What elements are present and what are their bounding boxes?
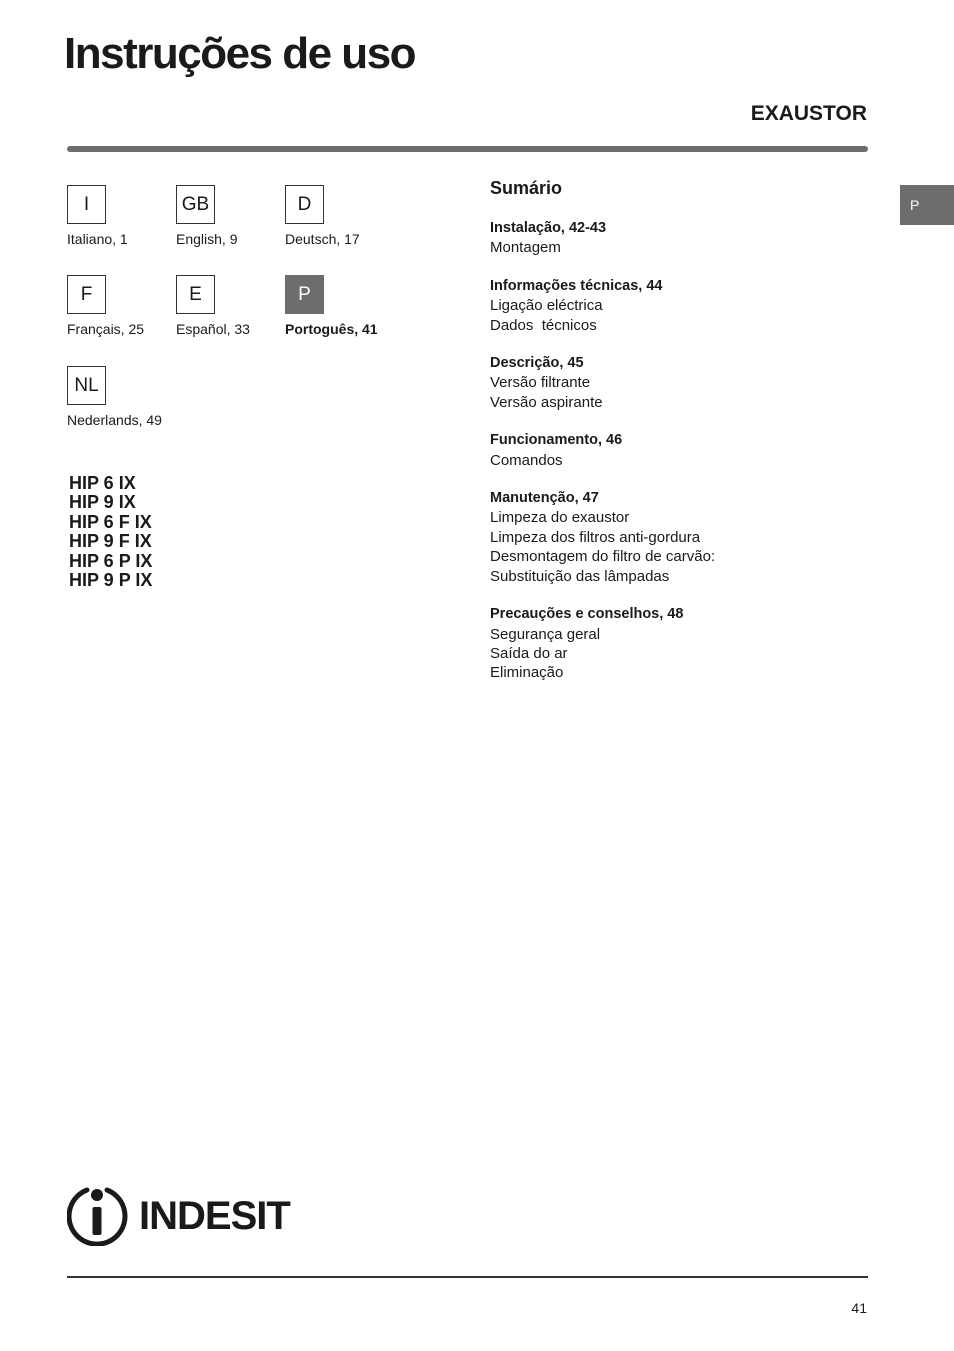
language-german[interactable] bbox=[285, 185, 405, 247]
toc-section-maintenance bbox=[490, 489, 880, 586]
toc-item: Ligação eléctrica bbox=[490, 297, 603, 315]
model-name: HIP 9 IX bbox=[69, 492, 136, 513]
page-title: Instruções de uso bbox=[64, 29, 416, 78]
header-divider bbox=[67, 146, 868, 152]
language-spanish[interactable] bbox=[176, 275, 296, 337]
toc-item: Comandos bbox=[490, 451, 563, 469]
brand-wordmark: INDESIT bbox=[139, 1194, 290, 1238]
toc-item: Versão filtrante bbox=[490, 374, 591, 392]
toc-section-title[interactable]: Funcionamento, 46 bbox=[490, 432, 623, 449]
toc-section-installation bbox=[490, 219, 880, 258]
toc-item: Dados técnicos bbox=[490, 316, 597, 334]
language-label: Nederlands, 49 bbox=[67, 412, 162, 428]
toc-item: Substituição das lâmpadas bbox=[490, 567, 670, 585]
toc-item: Segurança geral bbox=[490, 625, 601, 643]
language-code-box[interactable]: I bbox=[67, 185, 106, 224]
toc-heading: Sumário bbox=[490, 178, 563, 198]
product-type-heading: EXAUSTOR bbox=[750, 102, 867, 125]
language-english[interactable] bbox=[176, 185, 296, 247]
language-code-box[interactable]: NL bbox=[67, 366, 106, 405]
brand-logo-graphic bbox=[67, 1182, 299, 1246]
language-label: English, 9 bbox=[176, 231, 238, 247]
model-name: HIP 9 F IX bbox=[69, 531, 152, 552]
language-portuguese[interactable] bbox=[285, 275, 405, 337]
model-name: HIP 6 IX bbox=[69, 473, 136, 493]
toc-item: Limpeza do exaustor bbox=[490, 509, 630, 527]
language-label: Español, 33 bbox=[176, 321, 250, 337]
toc-section-title[interactable]: Instalação, 42-43 bbox=[490, 220, 607, 236]
language-label: Deutsch, 17 bbox=[285, 231, 360, 247]
model-name: HIP 9 P IX bbox=[69, 570, 153, 591]
toc-item: Desmontagem do filtro de carvão: bbox=[490, 548, 716, 566]
toc-section-title[interactable]: Descrição, 45 bbox=[490, 355, 584, 372]
indesit-logo bbox=[67, 1182, 299, 1246]
toc-section-operation bbox=[490, 431, 880, 470]
language-code-box[interactable]: GB bbox=[176, 185, 215, 224]
toc-section-technical-info bbox=[490, 277, 880, 335]
toc-section-precautions bbox=[490, 605, 880, 683]
toc-item: Limpeza dos filtros anti-gordura bbox=[490, 528, 701, 546]
language-label-selected: Portoguês, 41 bbox=[285, 321, 378, 337]
toc-section-title[interactable]: Manutenção, 47 bbox=[490, 490, 599, 507]
model-name: HIP 6 P IX bbox=[69, 550, 153, 571]
toc-section-title[interactable]: Informações técnicas, 44 bbox=[490, 277, 663, 294]
toc-item: Eliminação bbox=[490, 664, 564, 682]
toc-item: Montagem bbox=[490, 239, 561, 257]
table-of-contents bbox=[490, 178, 880, 702]
language-code-box[interactable]: F bbox=[67, 275, 106, 314]
language-side-tab[interactable]: P bbox=[900, 185, 954, 225]
language-code-box[interactable]: E bbox=[176, 275, 215, 314]
language-code-box[interactable]: D bbox=[285, 185, 324, 224]
page-number: 41 bbox=[851, 1300, 867, 1316]
language-french[interactable] bbox=[67, 275, 187, 337]
toc-item: Versão aspirante bbox=[490, 393, 603, 411]
model-name: HIP 6 F IX bbox=[69, 511, 152, 532]
toc-section-title[interactable]: Precauções e conselhos, 48 bbox=[490, 606, 684, 623]
toc-section-description bbox=[490, 354, 880, 412]
language-dutch[interactable] bbox=[67, 366, 187, 428]
language-label: Français, 25 bbox=[67, 321, 145, 337]
language-italian[interactable] bbox=[67, 185, 187, 247]
footer-divider bbox=[67, 1276, 868, 1278]
model-list bbox=[69, 474, 152, 590]
toc-item: Saída do ar bbox=[490, 644, 568, 662]
language-code-box-selected[interactable]: P bbox=[285, 275, 324, 314]
language-label: Italiano, 1 bbox=[67, 231, 128, 247]
